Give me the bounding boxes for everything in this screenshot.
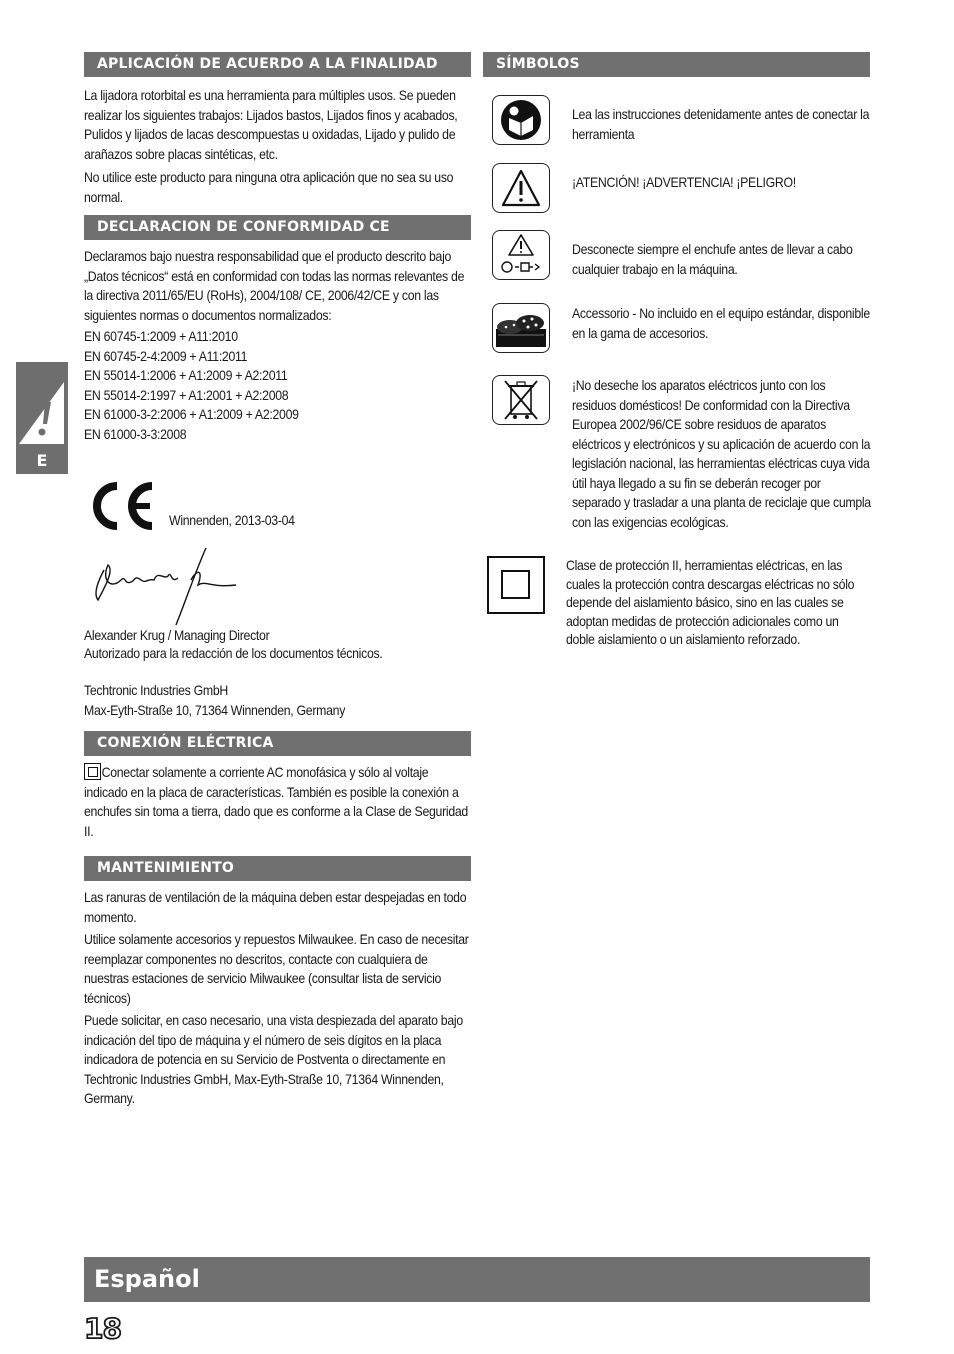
ce-mark-icon	[88, 480, 158, 532]
weee-bin-icon	[492, 375, 550, 425]
section-heading-ce: DECLARACION DE CONFORMIDAD CE	[84, 215, 471, 240]
exclamation-icon	[16, 362, 68, 452]
read-manual-icon	[492, 95, 550, 145]
accessory-icon	[492, 303, 550, 353]
tab-letter: E	[36, 451, 48, 470]
footer-language: Español	[94, 1265, 200, 1293]
symbol-text: ¡No deseche los aparatos eléctricos junto con los residuos domésticos! De conformidad con la Directiva Europea 2002/96/CE sobre residuos de aparatos eléctricos y electrónicos y su aplicación de acuerdo con la legislación nacional, las herramientas eléctricas cuya vida útil haya llegado a su fin se deberán recoger por separado y trasladar a una planta de reciclaje que cumpla con las exigencias ecológicas.	[572, 377, 871, 530]
symbol-text: Accessorio - No incluido en el equipo estándar, disponible en la gama de accesorios.	[572, 305, 870, 341]
section-heading-electrical: CONEXIÓN ELÉCTRICA	[84, 731, 471, 756]
electrical-paragraph: Conectar solamente a corriente AC monofásica y sólo al voltaje indicado en la placa de características. También es posible la conexión a enchufes sin toma a tierra, dado que es conforme a la Clase de Seguridad II.	[84, 764, 468, 839]
left-column	[84, 52, 471, 1109]
ce-place-date: Winnenden, 2013-03-04	[169, 512, 295, 528]
maintenance-paragraph-3: Puede solicitar, en caso necesario, una vista despiezada del aparato bajo indicación del tipo de máquina y el número de seis dígitos en la placa indicadora de potencia en su Servicio de Postventa o directamente en Techtronic Industries GmbH, Max-Eyth-Straße 10, 71364 Winnenden, Germany.	[84, 1012, 463, 1106]
warning-icon	[492, 163, 550, 213]
standards-list	[84, 327, 471, 444]
authorized-text: Autorizado para la redacción de los documentos técnicos.	[84, 644, 383, 661]
symbol-text: Desconecte siempre el enchufe antes de llevar a cabo cualquier trabajo en la máquina.	[572, 241, 853, 277]
standard-item: EN 61000-3-3:2008	[84, 425, 187, 442]
symbol-text: Clase de protección II, herramientas eléctricas, en las cuales la protección contra descargas eléctricas no sólo depende del aislamiento básico, sino en las cuales se adoptan medidas de protección adicionales como un doble aislamiento o un aislamiento reforzado.	[566, 557, 855, 647]
footer-language-bar	[84, 1257, 870, 1302]
company-address: Max-Eyth-Straße 10, 71364 Winnenden, Germany	[84, 701, 346, 718]
application-paragraph-2: No utilice este producto para ninguna otra aplicación que no sea su uso normal.	[84, 169, 454, 205]
ce-signature-block	[84, 448, 471, 626]
signature-image	[86, 540, 256, 630]
maintenance-paragraph-2: Utilice solamente accesorios y repuestos Milwaukee. En caso de necesitar reemplazar componentes no descritos, contacte con cualquiera de nuestras estaciones de servicio Milwaukee (consultar lista de servicio técnicos)	[84, 931, 469, 1006]
language-tab	[16, 362, 68, 474]
company-name: Techtronic Industries GmbH	[84, 682, 229, 698]
right-column	[483, 52, 870, 692]
symbol-text: Lea las instrucciones detenidamente antes de conectar la herramienta	[572, 106, 870, 142]
section-heading-symbols: SÍMBOLOS	[483, 52, 870, 77]
section-heading-maintenance: MANTENIMIENTO	[84, 856, 471, 881]
section-heading-application: APLICACIÓN DE ACUERDO A LA FINALIDAD	[84, 52, 471, 77]
ce-paragraph: Declaramos bajo nuestra responsabilidad que el producto descrito bajo „Datos técnicos“ está en conformidad con todas las normas relevantes de la directiva 2011/65/EU (RoHs), 2004/108/ CE, 2006/42/CE y con las siguientes normas o documentos normalizados:	[84, 248, 465, 323]
standard-item: EN 55014-1:2006 + A1:2009 + A2:2011	[84, 367, 288, 383]
maintenance-paragraph-1: Las ranuras de ventilación de la máquina deben estar despejadas en todo momento.	[84, 889, 467, 925]
application-paragraph-1: La lijadora rotorbital es una herramienta para múltiples usos. Se pueden realizar los siguientes trabajos: Lijados bastos, Lijados finos y acabados, Pulidos y lijados de lacas descompuestas u oxidadas, Lijado y pulido de arañazos sobre placas sintéticas, etc.	[84, 87, 458, 162]
standard-item: EN 60745-1:2009 + A11:2010	[84, 328, 238, 344]
standard-item: EN 60745-2-4:2009 + A11:2011	[84, 347, 248, 364]
signer-name: Alexander Krug / Managing Director	[84, 627, 270, 643]
page-number: 18	[84, 1312, 121, 1345]
symbol-text: ¡ATENCIÓN! ¡ADVERTENCIA! ¡PELIGRO!	[572, 174, 796, 190]
standard-item: EN 61000-3-2:2006 + A1:2009 + A2:2009	[84, 406, 299, 422]
unplug-icon	[492, 230, 550, 280]
class-ii-icon	[487, 556, 545, 614]
standard-item: EN 55014-2:1997 + A1:2001 + A2:2008	[84, 386, 289, 403]
